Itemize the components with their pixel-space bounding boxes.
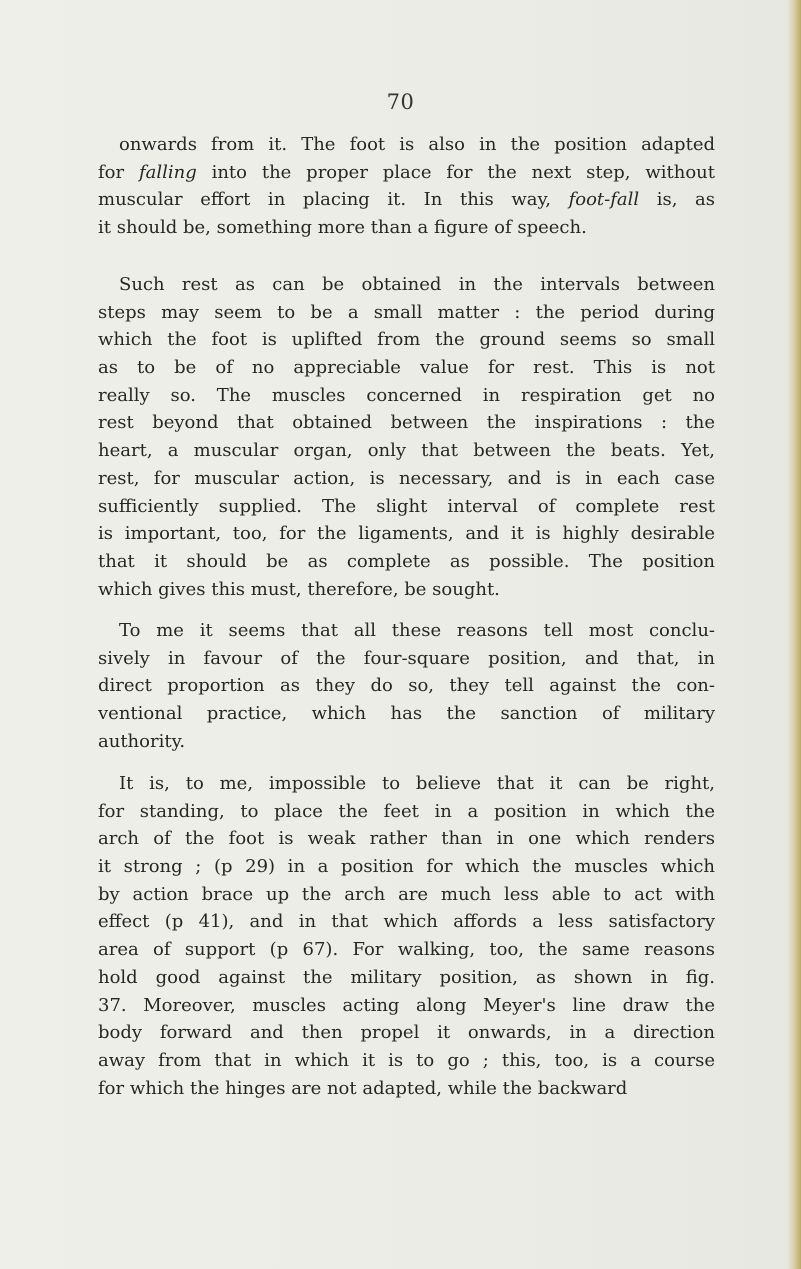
text-line: hold good against the military position, as shown in fig.: [98, 966, 715, 988]
text-line: 37. Moreover, muscles acting along Meyer's line draw the: [98, 994, 715, 1016]
paragraph-1: [98, 131, 715, 242]
text-line: onwards from it. The foot is also in the position adapted: [119, 134, 715, 155]
text-line: really so. The muscles concerned in respiration get no: [98, 384, 715, 406]
text-line: that it should be as complete as possible. The position: [98, 550, 715, 572]
text-line: direct proportion as they do so, they tell against the con-: [98, 675, 715, 697]
text-line: for standing, to place the feet in a position in which the: [98, 800, 715, 822]
text-line: which gives this must, therefore, be sought.: [98, 578, 500, 600]
text-line: it should be, something more than a figure of speech.: [98, 217, 587, 239]
text-line: rest, for muscular action, is necessary, and is in each case: [98, 467, 715, 489]
text-line: steps may seem to be a small matter : the period during: [98, 301, 715, 323]
text-line: as to be of no appreciable value for rest. This is not: [98, 357, 715, 379]
page-edge-shadow: [787, 0, 801, 1269]
text-line: by action brace up the arch are much less able to act with: [98, 883, 715, 905]
text-line: area of support (p 67). For walking, too, the same reasons: [98, 939, 715, 961]
text-line: heart, a muscular organ, only that between the beats. Yet,: [98, 440, 715, 462]
page-number: 70: [386, 90, 415, 114]
text-line: ventional practice, which has the sanction of military: [98, 703, 715, 725]
text-line: sively in favour of the four-square position, and that, in: [98, 647, 715, 669]
text-line: body forward and then propel it onwards, in a direction: [98, 1022, 715, 1044]
text-line: for falling into the proper place for the next step, without: [98, 161, 715, 183]
text-line: for which the hinges are not adapted, while the backward: [98, 1077, 628, 1099]
paragraph-4: [98, 770, 715, 1102]
text-line: To me it seems that all these reasons tell most conclu-: [119, 620, 715, 641]
text-line: effect (p 41), and in that which affords a less satisfactory: [98, 911, 715, 933]
text-line: which the foot is uplifted from the ground seems so small: [98, 329, 715, 351]
paragraph-3: [98, 617, 715, 755]
paragraph-2: [98, 271, 715, 603]
text-line: authority.: [98, 730, 186, 752]
text-line: It is, to me, impossible to believe that it can be right,: [119, 773, 715, 794]
text-line: rest beyond that obtained between the inspirations : the: [98, 412, 715, 434]
text-line: sufficiently supplied. The slight interval of complete rest: [98, 495, 715, 517]
text-line: arch of the foot is weak rather than in one which renders: [98, 828, 715, 850]
text-line: it strong ; (p 29) in a position for which the muscles which: [98, 856, 715, 878]
text-line: is important, too, for the ligaments, and it is highly desirable: [98, 523, 715, 545]
text-line: muscular effort in placing it. In this way, foot-fall is, as: [98, 189, 715, 211]
text-line: away from that in which it is to go ; this, too, is a course: [98, 1049, 715, 1071]
text-line: Such rest as can be obtained in the intervals between: [119, 274, 715, 295]
